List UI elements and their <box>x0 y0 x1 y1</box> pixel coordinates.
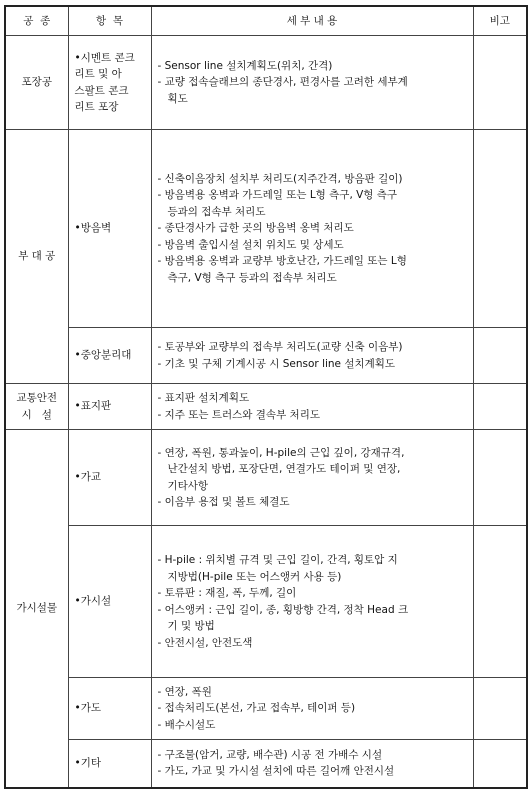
detail-line: - 방음벽용 옹벽과 가드레일 또는 L형 측구, V형 측구 <box>157 189 398 202</box>
item-cell <box>68 678 151 740</box>
remarks-cell <box>473 130 527 328</box>
category-cell <box>5 130 68 384</box>
remarks-cell <box>473 526 527 678</box>
table-row <box>5 384 527 430</box>
detail-line: - H-pile : 위치별 규격 및 근입 길이, 간격, 횡토압 지 <box>157 554 398 566</box>
table-body <box>5 36 527 788</box>
remarks-cell <box>473 328 527 384</box>
item-cell <box>68 430 151 526</box>
detail-line-continuation: 획도 <box>167 92 188 105</box>
details-cell <box>151 740 473 788</box>
detail-line: - 연장, 폭원 <box>157 685 212 698</box>
category-label: 부 대 공 <box>18 250 56 263</box>
detail-line: - 방음벽 출입시설 설치 위치도 및 상세도 <box>157 238 344 251</box>
detail-line: - 연장, 폭원, 통과높이, H-pile의 근입 깊이, 강재규격, <box>157 446 405 459</box>
item-label-line: 스팔트 콘크 <box>74 84 129 97</box>
table-row <box>5 678 527 740</box>
detail-line: - 배수시설도 <box>157 718 216 731</box>
remarks-cell <box>473 678 527 740</box>
detail-line: - 교량 접속슬래브의 종단경사, 편경사를 고려한 세부계 <box>157 76 408 89</box>
detail-line-continuation: 기 및 방법 <box>167 620 215 632</box>
header-details: 세 부 내 용 <box>151 6 473 36</box>
item-cell <box>68 130 151 328</box>
table-row <box>5 130 527 328</box>
detail-line: - 안전시설, 안전도색 <box>157 636 253 649</box>
detail-line: - 지주 또는 트러스와 결속부 처리도 <box>157 408 320 421</box>
detail-line-continuation: 등과의 접속부 처리도 <box>167 205 266 218</box>
detail-line: - 가도, 가교 및 가시설 설치에 따른 길어깨 안전시설 <box>157 765 395 778</box>
item-label-line: •시멘트 콘크 <box>74 51 135 64</box>
item-label-line: •가도 <box>74 702 101 715</box>
detail-line: - 토류판 : 재질, 폭, 두께, 길이 <box>157 587 297 599</box>
remarks-cell <box>473 36 527 130</box>
detail-line-continuation: 지방법(H-pile 또는 어스앵커 사용 등) <box>167 570 342 583</box>
remarks-cell <box>473 384 527 430</box>
item-label-line: •가교 <box>74 471 101 484</box>
detail-line-continuation: 기타사항 <box>167 479 209 492</box>
item-label-line: •방음벽 <box>74 222 112 235</box>
table-row <box>5 36 527 130</box>
table-row <box>5 526 527 678</box>
spec-table <box>4 5 528 789</box>
item-cell <box>68 740 151 788</box>
detail-line: - 방음벽용 옹벽과 교량부 방호난간, 가드레일 또는 L형 <box>157 255 407 268</box>
category-label-line: 교통안전 <box>16 392 58 404</box>
detail-line: - 구조물(암거, 교량, 배수관) 시공 전 가배수 시설 <box>157 748 383 761</box>
detail-line: - 이음부 용접 및 볼트 체결도 <box>157 496 290 508</box>
item-cell <box>68 384 151 430</box>
detail-line: - 표지판 설치계획도 <box>157 392 250 404</box>
header-row <box>5 6 527 36</box>
details-cell <box>151 130 473 328</box>
table-row <box>5 740 527 788</box>
details-cell <box>151 678 473 740</box>
item-cell <box>68 328 151 384</box>
category-cell <box>5 36 68 130</box>
table-row <box>5 328 527 384</box>
detail-line: - Sensor line 설치계획도(위치, 간격) <box>157 59 333 72</box>
item-label-line: •가시설 <box>74 595 112 608</box>
item-cell <box>68 526 151 678</box>
detail-line: - 종단경사가 급한 곳의 방음벽 옹벽 처리도 <box>157 222 354 235</box>
category-cell <box>5 430 68 788</box>
table-row <box>5 430 527 526</box>
detail-line-continuation: 난간설치 방법, 포장단면, 연결가도 테이퍼 및 연장, <box>167 463 401 475</box>
item-label-line: •표지판 <box>74 400 112 413</box>
header-category: 공 종 <box>5 6 68 36</box>
category-label-line: 시 설 <box>21 408 52 421</box>
remarks-cell <box>473 740 527 788</box>
category-cell <box>5 384 68 430</box>
details-cell <box>151 384 473 430</box>
detail-line: - 어스앵커 : 근입 길이, 종, 횡방향 간격, 정착 Head 크 <box>157 603 409 616</box>
item-label-line: 리트 포장 <box>74 101 119 113</box>
item-cell <box>68 36 151 130</box>
details-cell <box>151 526 473 678</box>
remarks-cell <box>473 430 527 526</box>
header-item: 항 목 <box>68 6 151 36</box>
detail-line: - 접속처리도(본선, 가교 접속부, 테이퍼 등) <box>157 702 356 715</box>
details-cell <box>151 328 473 384</box>
item-label-line: 리트 및 아 <box>74 68 122 80</box>
detail-line: - 토공부와 교량부의 접속부 처리도(교량 신축 이음부) <box>157 341 403 353</box>
details-cell <box>151 36 473 130</box>
detail-line: - 신축이음장치 설치부 처리도(지주간격, 방음판 길이) <box>157 172 403 185</box>
category-label: 포장공 <box>21 76 52 89</box>
category-label: 가시설물 <box>16 602 58 614</box>
detail-line-continuation: 측구, V형 측구 등과의 접속부 처리도 <box>167 271 337 284</box>
detail-line: - 기초 및 구체 기계시공 시 Sensor line 설치계획도 <box>157 357 396 370</box>
header-remarks: 비고 <box>473 6 527 36</box>
item-label-line: •기타 <box>74 757 101 769</box>
details-cell <box>151 430 473 526</box>
item-label-line: •중앙분리대 <box>74 349 132 362</box>
